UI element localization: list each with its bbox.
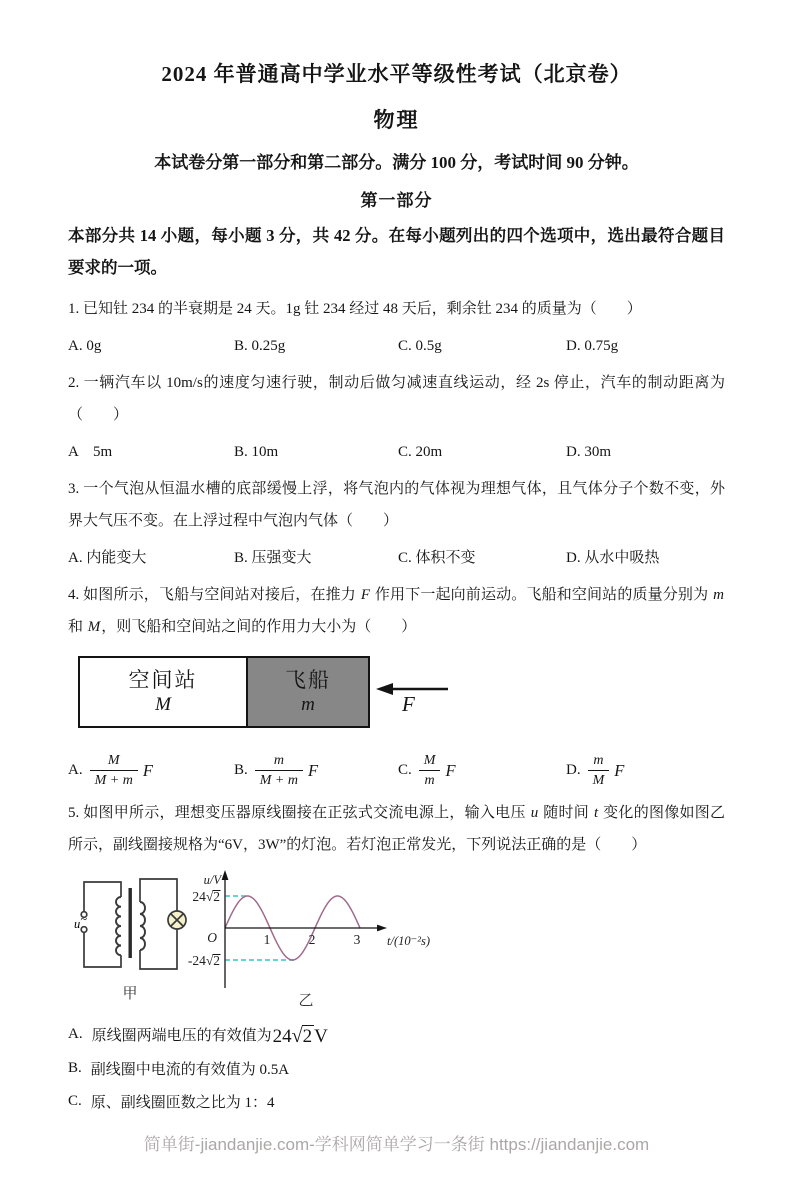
math-var-M: M — [87, 619, 101, 635]
transformer-core — [129, 888, 132, 958]
x-tick-3: 3 — [353, 932, 361, 948]
math-var-t: t — [594, 805, 599, 822]
question-1-text: 1. 已知钍 234 的半衰期是 24 天。1g 钍 234 经过 48 天后，剩余钍 234 的质量为（ ） — [68, 301, 642, 317]
station-label: 空间站 — [128, 668, 198, 692]
x-axis-arrow-icon — [377, 925, 387, 932]
x-tick-1: 1 — [263, 932, 271, 948]
exam-page — [0, 58, 793, 1112]
q2-option-b: B. 10m — [234, 444, 279, 460]
multiplier: F — [614, 760, 625, 780]
multiplier: F — [308, 760, 319, 780]
origin-label: O — [207, 930, 217, 946]
question-3-text: 3. 一个气泡从恒温水槽的底部缓慢上浮，将气泡内的气体视为理想气体，且气体分子个数不变，外界大气压不变。在上浮过程中气泡内气体（ ） — [68, 481, 725, 529]
voltage-formula: 24 √ 2 V — [272, 1025, 328, 1048]
input-terminal-icon — [81, 927, 87, 933]
q1-option-d: D. 0.75g — [566, 338, 619, 354]
q1-option-a: A. 0g — [68, 338, 102, 354]
trough-value-label: -24√2 — [187, 953, 220, 969]
q5-option-c — [68, 1091, 725, 1112]
ship-label: 飞船 — [285, 668, 331, 692]
q4-option-b — [234, 753, 398, 788]
option-letter: A. — [68, 1026, 83, 1043]
primary-loop-wire — [84, 882, 121, 911]
q1-option-b: B. 0.25g — [234, 338, 286, 354]
page-root — [0, 58, 793, 1180]
math-var-F: F — [360, 587, 370, 603]
q4-option-c — [398, 753, 566, 788]
text-segment: 作用下一起向前运动。飞船和空间站的质量分别为 — [370, 587, 713, 603]
exam-title: 2024 年普通高中学业水平等级性考试（北京卷） — [161, 62, 632, 86]
question-1-options — [68, 334, 725, 358]
question-4-options — [68, 753, 725, 788]
text-segment: 随时间 — [539, 805, 593, 822]
q1-option-c: C. 0.5g — [398, 338, 442, 354]
station-box — [80, 658, 246, 726]
q4-option-a — [68, 753, 234, 788]
fraction: $\frac{M}{M + m}$ — [90, 753, 138, 788]
q3-option-d: D. 从水中吸热 — [566, 550, 660, 566]
ac-source-icon: ~ — [80, 912, 87, 927]
question-3-options — [68, 546, 725, 570]
question-5-text — [68, 797, 725, 861]
multiplier: F — [142, 760, 153, 780]
question-4-text — [68, 579, 725, 643]
text-segment: ，则飞船和空间站之间的作用力大小为（ ） — [101, 619, 417, 635]
math-var-u: u — [530, 805, 539, 822]
voltage-time-graph — [173, 868, 451, 1011]
graph-caption: 乙 — [298, 993, 314, 1010]
station-mass-label: M — [155, 694, 171, 715]
circuit-caption: 甲 — [122, 986, 138, 1003]
text-segment: 和 — [68, 619, 87, 635]
q2-option-d: D. 30m — [566, 444, 611, 460]
x-tick-2: 2 — [308, 932, 316, 948]
source-voltage-label: u — [74, 917, 81, 932]
question-2-options — [68, 440, 725, 464]
option-text: 原线圈两端电压的有效值为 — [91, 1028, 272, 1045]
q3-option-a: A. 内能变大 — [68, 550, 147, 566]
primary-coil-icon — [116, 897, 121, 955]
option-letter: D. — [566, 762, 581, 779]
math-var-m: m — [713, 587, 724, 603]
option-letter: B. — [234, 762, 248, 779]
option-letter: B. — [68, 1060, 82, 1077]
text-segment: 4. 如图所示，飞船与空间站对接后，在推力 — [68, 587, 360, 603]
option-text: 原、副线圈匝数之比为 1：4 — [90, 1095, 275, 1112]
y-axis-arrow-icon — [222, 870, 229, 880]
y-axis-label: u/V — [203, 873, 221, 888]
question-2-text: 2. 一辆汽车以 10m/s的速度匀速行驶，制动后做匀减速直线运动，经 2s 停止，汽车的制动距离为（ ） — [68, 375, 725, 423]
option-letter: A. — [68, 762, 83, 779]
spacecraft-box — [78, 656, 370, 728]
peak-value-label: 24√2 — [192, 889, 220, 905]
q2-option-a: A 5m — [68, 444, 113, 460]
secondary-loop-wire — [140, 929, 177, 969]
q5-option-a — [68, 1023, 725, 1046]
transformer-figure — [68, 868, 725, 1011]
exam-note: 本试卷分第一部分和第二部分。满分 100 分，考试时间 90 分钟。 — [154, 153, 639, 172]
multiplier: F — [445, 760, 456, 780]
secondary-coil-icon — [140, 902, 145, 950]
force-label: F — [402, 692, 415, 716]
option-text: 副线圈中电流的有效值为 0.5A — [90, 1062, 290, 1079]
section-title: 第一部分 — [360, 191, 433, 210]
watermark-footer: 简单街-jiandanjie.com-学科网简单学习一条街 https://jiandanjie.com — [143, 1135, 650, 1154]
text-segment: 变化的图像如图乙所示，副线圈接规格为“6V，3W”的灯泡。若灯泡正常发光，下列说法正确的是（ ） — [68, 805, 725, 854]
q4-option-d — [566, 753, 725, 788]
exam-subject: 物理 — [373, 108, 420, 132]
q2-option-c: C. 20m — [398, 444, 443, 460]
fraction: $\frac{M}{m}$ — [419, 753, 441, 788]
q3-option-c: C. 体积不变 — [398, 550, 476, 566]
q5-option-b — [68, 1058, 725, 1079]
q3-option-b: B. 压强变大 — [234, 550, 312, 566]
section-instructions: 本部分共 14 小题，每小题 3 分，共 42 分。在每小题列出的四个选项中，选出最符合题目要求的一项。 — [68, 226, 725, 277]
fraction: $\frac{m}{M + m}$ — [255, 753, 303, 788]
docking-figure — [78, 654, 725, 740]
ship-mass-label: m — [301, 694, 315, 715]
text-segment: 5. 如图甲所示，理想变压器原线圈接在正弦式交流电源上，输入电压 — [68, 805, 530, 822]
x-axis-label: t/(10⁻²s) — [387, 934, 430, 949]
ship-box — [246, 658, 368, 726]
option-letter: C. — [68, 1093, 82, 1110]
option-letter: C. — [398, 762, 412, 779]
radical-icon: √ — [291, 1025, 303, 1048]
fraction: $\frac{m}{M}$ — [588, 753, 610, 788]
